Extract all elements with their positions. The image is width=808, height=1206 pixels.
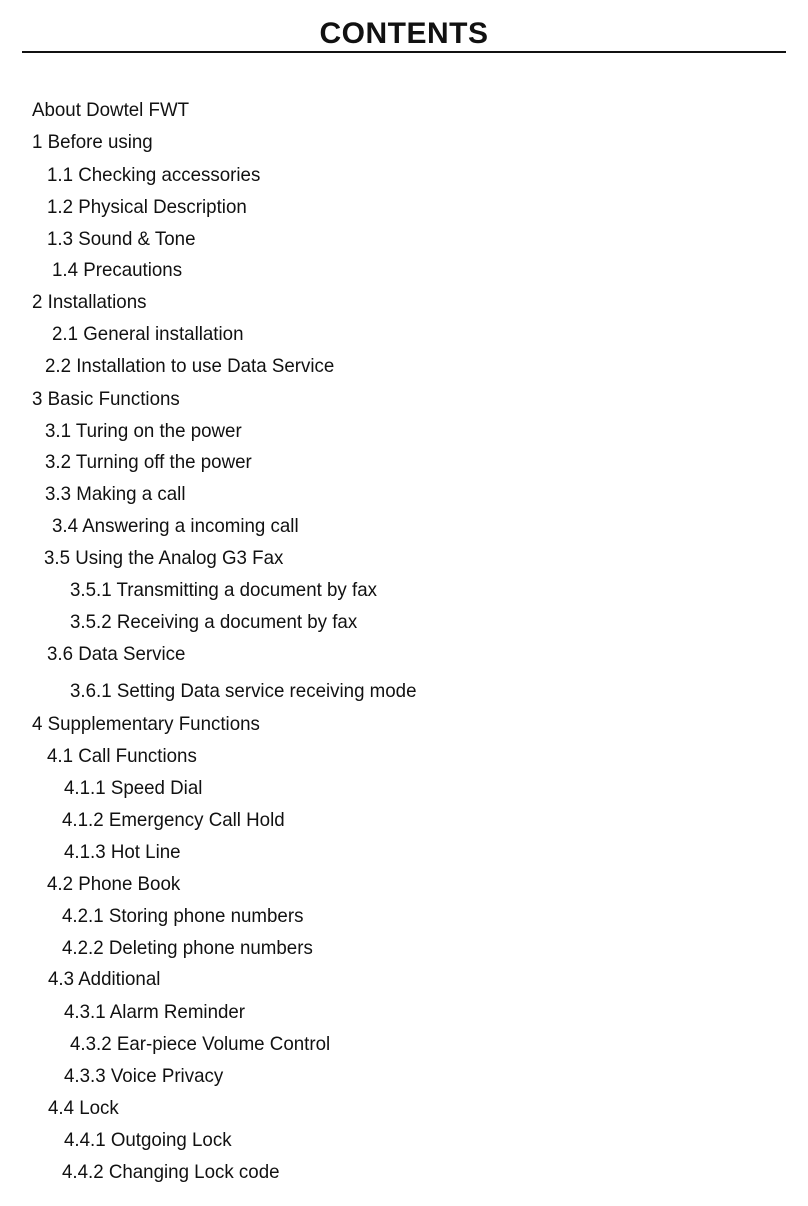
toc-entry-3-3: 3.3 Making a call — [45, 483, 186, 505]
toc-entry-4-4-2: 4.4.2 Changing Lock code — [62, 1161, 280, 1183]
toc-entry-3-5: 3.5 Using the Analog G3 Fax — [44, 547, 284, 569]
toc-entry-3-4: 3.4 Answering a incoming call — [52, 515, 299, 537]
toc-entry-3-6-1: 3.6.1 Setting Data service receiving mode — [70, 680, 417, 702]
toc-entry-1-2: 1.2 Physical Description — [47, 196, 247, 218]
toc-entry-3-1: 3.1 Turing on the power — [45, 420, 242, 442]
page-title: CONTENTS — [319, 17, 489, 50]
toc-entry-4-2-1: 4.2.1 Storing phone numbers — [62, 905, 304, 927]
toc-entry-3-6: 3.6 Data Service — [47, 643, 186, 665]
toc-entry-about: About Dowtel FWT — [32, 99, 190, 121]
toc-entry-section-3: 3 Basic Functions — [32, 388, 180, 410]
toc-entry-4-1-2: 4.1.2 Emergency Call Hold — [62, 809, 285, 831]
toc-entry-2-2: 2.2 Installation to use Data Service — [45, 355, 335, 377]
toc-entry-4-3-3: 4.3.3 Voice Privacy — [64, 1065, 224, 1087]
toc-entry-4-4: 4.4 Lock — [48, 1097, 119, 1119]
toc-entry-4-3-2: 4.3.2 Ear-piece Volume Control — [70, 1033, 331, 1055]
toc-entry-4-2-2: 4.2.2 Deleting phone numbers — [62, 937, 313, 959]
toc-entry-1-4: 1.4 Precautions — [52, 259, 183, 281]
title-divider — [22, 51, 786, 53]
toc-entry-2-1: 2.1 General installation — [52, 323, 244, 345]
toc-entry-4-3: 4.3 Additional — [48, 968, 161, 990]
toc-entry-section-1: 1 Before using — [32, 131, 153, 153]
toc-entry-4-2: 4.2 Phone Book — [47, 873, 181, 895]
toc-entry-section-4: 4 Supplementary Functions — [32, 713, 260, 735]
toc-entry-section-2: 2 Installations — [32, 291, 147, 313]
toc-entry-4-1: 4.1 Call Functions — [47, 745, 197, 767]
toc-entry-3-5-2: 3.5.2 Receiving a document by fax — [70, 611, 358, 633]
toc-entry-4-4-1: 4.4.1 Outgoing Lock — [64, 1129, 232, 1151]
toc-entry-1-1: 1.1 Checking accessories — [47, 164, 261, 186]
toc-entry-4-1-1: 4.1.1 Speed Dial — [64, 777, 203, 799]
toc-entry-3-5-1: 3.5.1 Transmitting a document by fax — [70, 579, 377, 601]
toc-entry-3-2: 3.2 Turning off the power — [45, 451, 252, 473]
toc-entry-4-3-1: 4.3.1 Alarm Reminder — [64, 1001, 246, 1023]
toc-entry-1-3: 1.3 Sound & Tone — [47, 228, 196, 250]
toc-entry-4-1-3: 4.1.3 Hot Line — [64, 841, 181, 863]
